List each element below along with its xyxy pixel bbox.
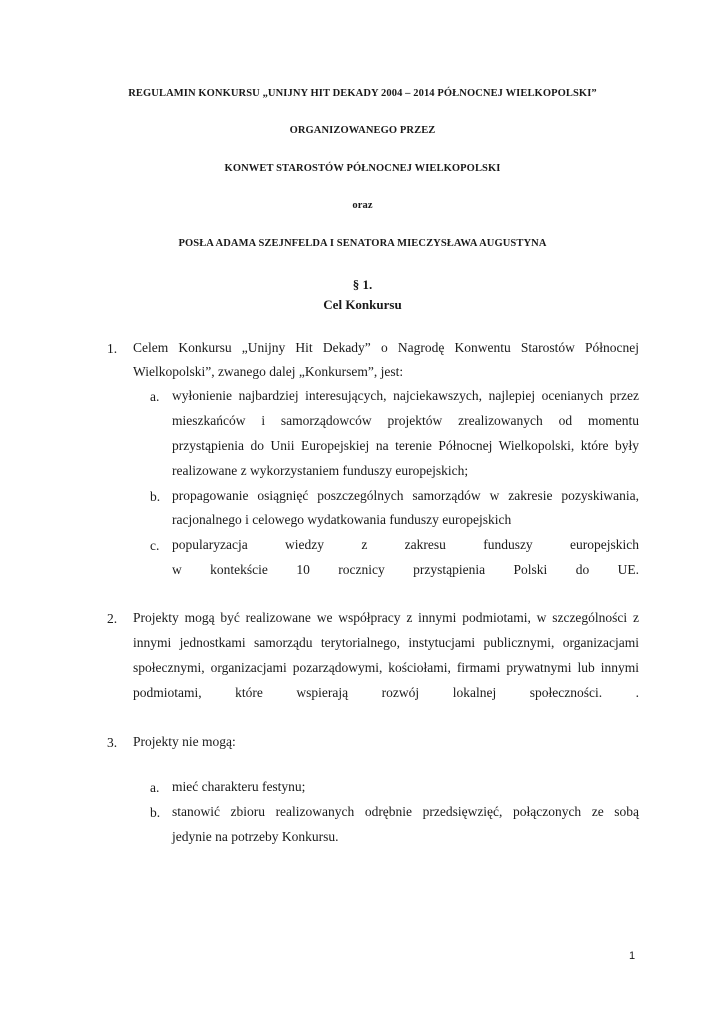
page-number: 1 [629, 950, 636, 962]
subitem-text-line: mieszkańców i samorządowców projektów zrealizowanych od momentu [172, 413, 639, 428]
item-text-line: Projekty mogą być realizowane we współpracy z innymi podmiotami, w szczególności z [133, 610, 639, 625]
subitem-letter: b. [150, 489, 161, 504]
subitem-text-line: mieć charakteru festynu; [172, 779, 306, 794]
subitem-text-line: propagowanie osiągnięć poszczególnych samorządów w zakresie pozyskiwania, [172, 488, 639, 503]
item-number: 3. [107, 735, 118, 750]
subitem-text-line: racjonalnego i celowego wydatkowania funduszy europejskich [172, 512, 512, 527]
subitem-text-line: w kontekście 10 rocznicy przystąpienia Polski do UE. [172, 562, 639, 577]
subitem-letter: a. [150, 389, 160, 404]
organizer-name: KONWET STAROSTÓW PÓŁNOCNEJ WIELKOPOLSKI [224, 163, 501, 174]
organizer-conjunction: oraz [352, 200, 373, 211]
item-text-line: podmiotami, które wspierają rozwój lokalnej społeczności. . [133, 685, 639, 700]
subitem-text-line: wyłonienie najbardziej interesujących, najciekawszych, najlepiej ocenianych przez [172, 388, 639, 403]
subitem-text-line: popularyzacja wiedzy z zakresu funduszy europejskich [172, 537, 639, 552]
regulation-title: REGULAMIN KONKURSU „UNIJNY HIT DEKADY 2004 – 2014 PÓŁNOCNEJ WIELKOPOLSKI” [128, 88, 597, 99]
subitem-letter: b. [150, 805, 161, 820]
subitem-text-line: przystąpienia do Unii Europejskiej na terenie Północnej Wielkopolski, które były [172, 438, 639, 453]
subitem-text-line: realizowane z wykorzystaniem funduszy europejskich; [172, 463, 469, 478]
item-text-line: Wielkopolski”, zwanego dalej „Konkursem”, jest: [133, 364, 404, 379]
item-text-line: innymi jednostkami samorządu terytorialnego, instytucjami publicznymi, organizacjami [133, 635, 639, 650]
section-number: § 1. [352, 277, 373, 292]
subitem-letter: c. [150, 538, 160, 553]
section-title: Cel Konkursu [323, 297, 402, 312]
subitem-text-line: jedynie na potrzeby Konkursu. [172, 829, 339, 844]
item-number: 2. [107, 611, 118, 626]
item-text-line: Celem Konkursu „Unijny Hit Dekady” o Nagrodę Konwentu Starostów Północnej [133, 340, 639, 355]
item-text-line: Projekty nie mogą: [133, 734, 236, 749]
item-number: 1. [107, 341, 118, 356]
co-organizers: POSŁA ADAMA SZEJNFELDA I SENATORA MIECZYSŁAWA AUGUSTYNA [178, 238, 547, 249]
subitem-text-line: stanowić zbioru realizowanych odrębnie przedsięwzięć, połączonych ze sobą [172, 804, 639, 819]
subitem-letter: a. [150, 780, 160, 795]
organizer-intro: ORGANIZOWANEGO PRZEZ [289, 125, 436, 136]
item-text-line: społecznymi, organizacjami pozarządowymi, kościołami, firmami prywatnymi lub innymi [133, 660, 639, 675]
